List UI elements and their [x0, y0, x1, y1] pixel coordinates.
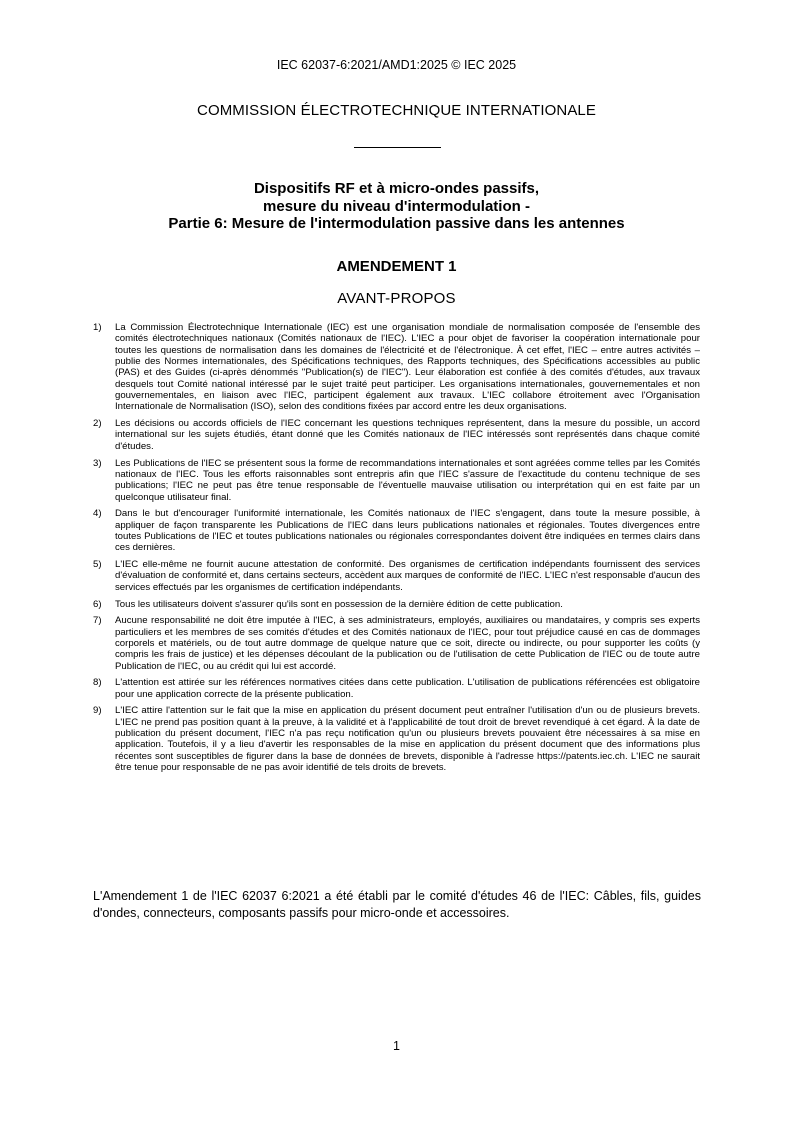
title-line-1: Dispositifs RF et à micro-ondes passifs,	[253, 180, 540, 197]
item-number: 8)	[93, 677, 102, 689]
foreword-item	[93, 458, 700, 503]
item-number: 9)	[93, 705, 102, 717]
item-number: 2)	[93, 418, 102, 430]
document-title	[0, 180, 793, 233]
amendment-statement: L'Amendement 1 de l'IEC 62037 6:2021 a été établi par le comité d'études 46 de l'IEC: Câbles, fils, guides d'ondes, connecteurs, composants passifs pour micro-onde et accessoires.	[93, 889, 701, 920]
item-text: L'attention est attirée sur les références normatives citées dans cette publication. L'utilisation de publications référencées est obligatoire pour une application correcte de la présente publication.	[115, 677, 700, 700]
item-number: 4)	[93, 508, 102, 520]
item-text: Dans le but d'encourager l'uniformité internationale, les Comités nationaux de l'IEC s'engagent, dans toute la mesure possible, à appliquer de façon transparente les Publications de l'IEC dans leurs publications nationales et régionales. Toutes divergences entre toutes Publications de l'IEC et toutes publications nationales ou régionales correspondantes doivent être indiquées en termes clairs dans ces dernières.	[115, 508, 700, 554]
foreword-item	[93, 418, 700, 452]
foreword-item	[93, 615, 700, 672]
item-text: Tous les utilisateurs doivent s'assurer qu'ils sont en possession de la dernière édition de cette publication.	[115, 598, 563, 610]
item-number: 6)	[93, 598, 102, 610]
item-number: 1)	[93, 322, 102, 333]
item-number: 7)	[93, 615, 102, 627]
item-text: Les décisions ou accords officiels de l'IEC concernant les questions techniques représentent, dans la mesure du possible, un accord international sur les sujets étudiés, étant donné que les Comités nationaux de l'IEC intéressés sont représentés dans chaque comité d'études.	[115, 418, 700, 452]
document-reference: IEC 62037-6:2021/AMD1:2025 © IEC 2025	[276, 58, 517, 72]
item-text: L'IEC elle-même ne fournit aucune attestation de conformité. Des organismes de certification indépendants fournissent des services d'évaluation de conformité et, dans certains secteurs, accèdent aux marques de conformité de l'IEC. L'IEC n'est responsable d'aucun des services effectués par les organismes de certification indépendants.	[115, 559, 700, 593]
foreword-item	[93, 322, 700, 413]
foreword-item	[93, 559, 700, 593]
item-text: L'IEC attire l'attention sur le fait que la mise en application du présent document peut entraîner l'utilisation d'un ou de plusieurs brevets. L'IEC ne prend pas position quant à la preuve, à la validité et à l'applicabilité de tout droit de brevet revendiqué à cet égard. À la date de publication du présent document, l'IEC n'a pas reçu notification qu'un ou plusieurs brevets pouvaient être nécessaires à sa mise en application. Toutefois, il y a lieu d'avertir les responsables de la mise en application du présent document que des informations plus récentes sont susceptibles de figurer dans la base de données de brevets, disponible à l'adresse https://patents.iec.ch. L'IEC ne saurait être tenue pour responsable de ne pas avoir identifié de tels droits de brevets.	[115, 705, 700, 774]
item-text: La Commission Électrotechnique Internationale (IEC) est une organisation mondiale de normalisation composée de l'ensemble des comités électrotechniques nationaux (Comités nationaux de l'IEC). L'IEC a pour objet de favoriser la coopération internationale pour toutes les questions de normalisation dans les domaines de l'électricité et de l'électronique. À cet effet, l'IEC – entre autres activités – publie des Normes internationales, des Spécifications techniques, des Rapports techniques, des Spécifications accessibles au public (PAS) et des Guides (ci-après dénommés "Publication(s) de l'IEC"). Leur élaboration est confiée à des comités d'études, aux travaux desquels tout Comité national intéressé par le sujet traité peut participer. Les organisations internationales, gouvernementales et non gouvernementales, en liaison avec l'IEC, participent également aux travaux. L'IEC collabore étroitement avec l'Organisation Internationale de Normalisation (ISO), selon des conditions fixées par accord entre les deux organisations.	[115, 322, 700, 413]
item-text: Aucune responsabilité ne doit être imputée à l'IEC, à ses administrateurs, employés, auxiliaires ou mandataires, y compris ses experts particuliers et les membres de ses comités d'études et des Comités nationaux de l'IEC, pour tout préjudice causé en cas de dommages corporels et matériels, ou de tout autre dommage de quelque nature que ce soit, directe ou indirecte, ou pour supporter les coûts (y compris les frais de justice) et les dépenses découlant de la publication ou de l'utilisation de cette Publication de l'IEC ou de toute autre Publication de l'IEC, ou au crédit qui lui est accordé.	[115, 615, 700, 672]
foreword-heading: AVANT-PROPOS	[337, 290, 456, 307]
item-text: Les Publications de l'IEC se présentent sous la forme de recommandations internationales et sont agréées comme telles par les Comités nationaux de l'IEC. Tous les efforts raisonnables sont entrepris afin que l'IEC s'assure de l'exactitude du contenu technique de ses publications; l'IEC ne peut pas être tenue responsable de l'éventuelle mauvaise utilisation ou interprétation qui en est faite par un quelconque utilisateur final.	[115, 457, 700, 503]
amendment-heading: AMENDEMENT 1	[336, 258, 457, 275]
page-number: 1	[393, 1039, 400, 1053]
title-line-2: mesure du niveau d'intermodulation -	[263, 197, 530, 215]
foreword-item	[93, 677, 700, 700]
item-number: 5)	[93, 559, 102, 571]
foreword-item	[93, 705, 700, 773]
organization-name: COMMISSION ÉLECTROTECHNIQUE INTERNATIONALE	[197, 102, 596, 119]
foreword-item	[93, 508, 700, 553]
foreword-item	[93, 599, 700, 610]
separator-rule	[354, 147, 441, 148]
item-number: 3)	[93, 457, 102, 469]
foreword-list	[93, 322, 700, 779]
title-line-3: Partie 6: Mesure de l'intermodulation passive dans les antennes	[168, 215, 625, 232]
